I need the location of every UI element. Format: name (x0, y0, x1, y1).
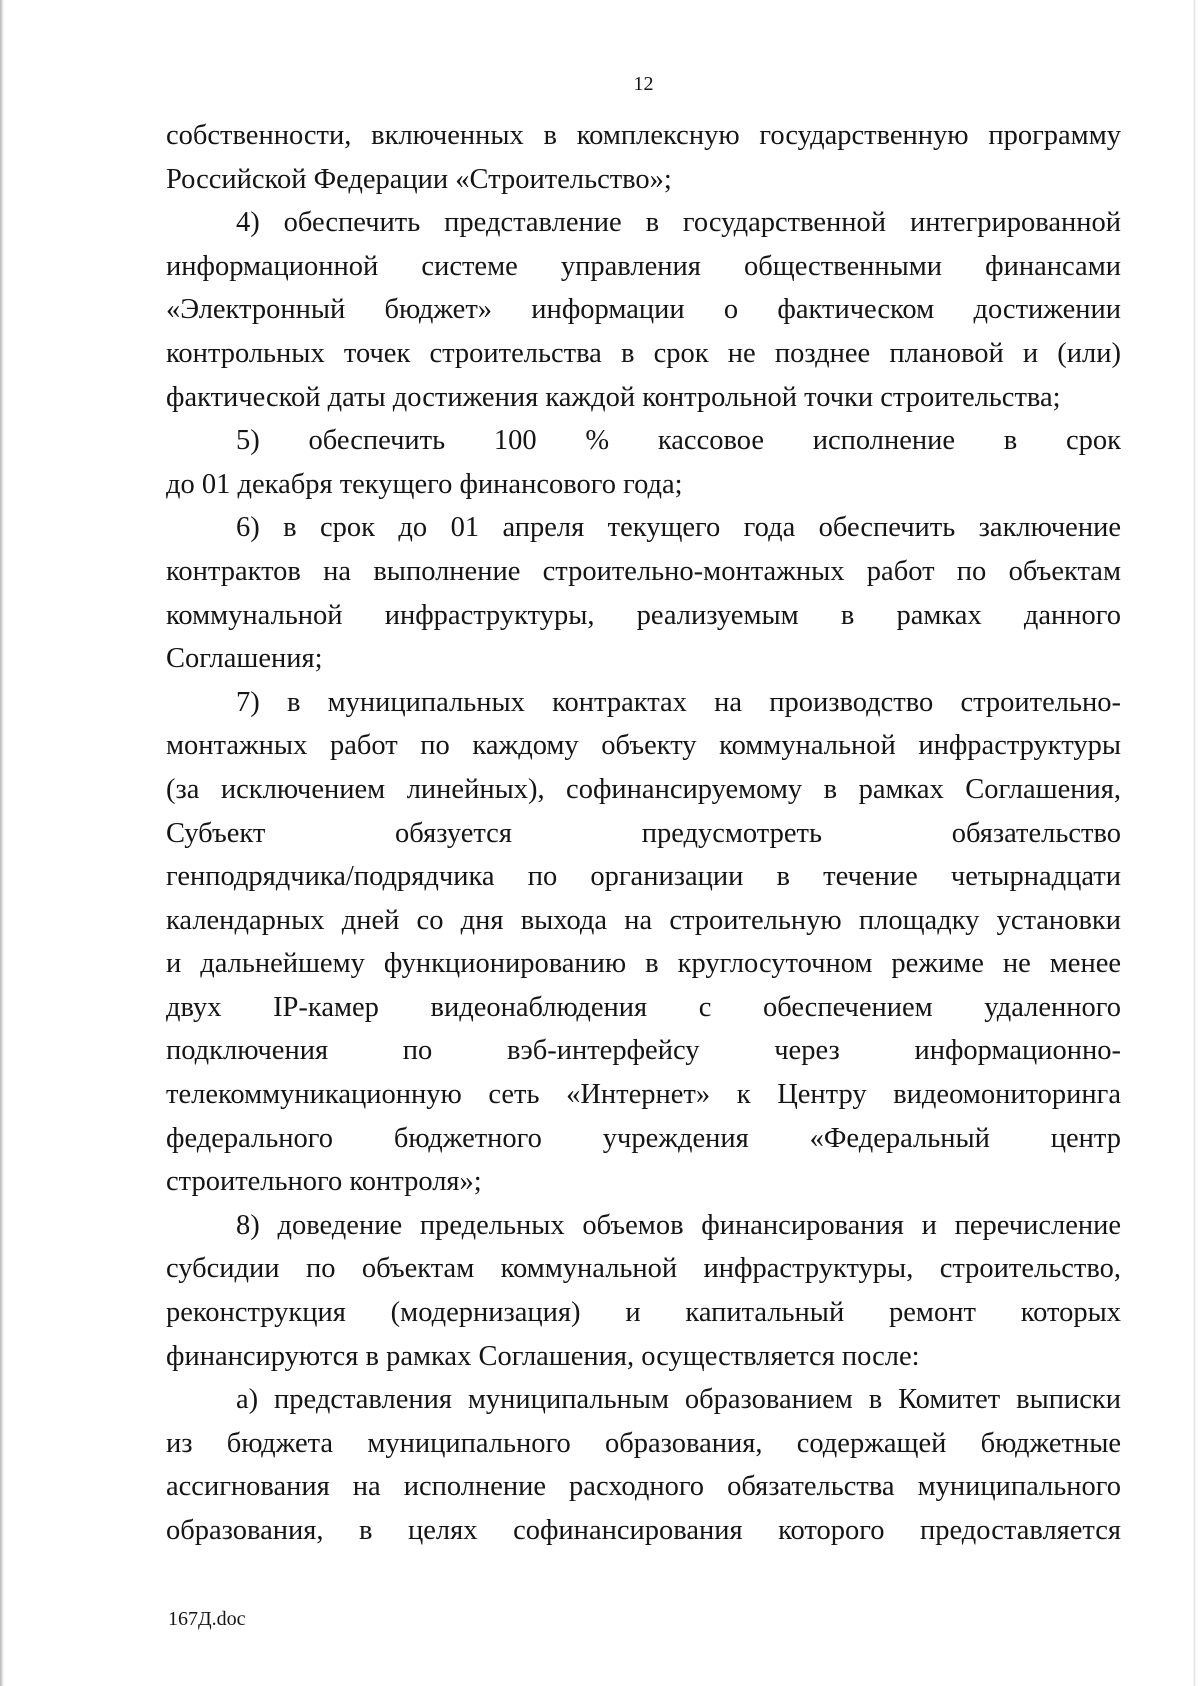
text-line: монтажных работ по каждому объекту коммунальной инфраструктуры (166, 730, 1121, 762)
text-line: образования, в целях софинансирования которого предоставляется (166, 1515, 1121, 1546)
text-line: 8) доведение предельных объемов финансирования и перечисление (236, 1209, 1121, 1241)
text-line: (за исключением линейных), софинансируемому в рамках Соглашения, (166, 773, 1121, 805)
text-line: до 01 декабря текущего финансового года; (166, 468, 683, 500)
paragraph-item-4 (166, 201, 1121, 419)
text-line: Субъект обязуется предусмотреть обязательство (166, 817, 1121, 849)
text-line: субсидии по объектам коммунальной инфраструктуры, строительство, (166, 1253, 1121, 1285)
text-line: фактической даты достижения каждой контрольной точки строительства; (166, 381, 1061, 413)
paragraph-continuation (166, 114, 1121, 201)
text-line: из бюджета муниципального образования, содержащей бюджетные (166, 1427, 1121, 1459)
text-line: телекоммуникационную сеть «Интернет» к Центру видеомониторинга (166, 1079, 1121, 1111)
text-line: Российской Федерации «Строительство»; (166, 163, 672, 195)
paragraph-item-5 (166, 419, 1121, 506)
document-body (166, 114, 1121, 1553)
text-line: собственности, включенных в комплексную государственную программу (166, 120, 1121, 151)
text-line: генподрядчика/подрядчика по организации в течение четырнадцати (166, 861, 1121, 893)
text-line: строительного контроля»; (166, 1166, 482, 1198)
text-line: и дальнейшему функционированию в круглосуточном режиме не менее (166, 948, 1121, 980)
text-line: федерального бюджетного учреждения «Федеральный центр (166, 1122, 1121, 1154)
text-line: реконструкция (модернизация) и капитальный ремонт которых (166, 1297, 1121, 1329)
paragraph-item-7 (166, 681, 1121, 1204)
scan-edge-right (1193, 0, 1196, 1686)
text-line: подключения по вэб-интерфейсу через информационно- (166, 1035, 1121, 1067)
text-line: 4) обеспечить представление в государственной интегрированной (236, 207, 1121, 239)
footer-filename: 167Д.doc (168, 1608, 246, 1630)
paragraph-item-6 (166, 506, 1121, 680)
text-line: календарных дней со дня выхода на строительную площадку установки (166, 904, 1121, 936)
text-line: контрактов на выполнение строительно-монтажных работ по объектам (166, 555, 1121, 587)
page-number: 12 (633, 73, 654, 95)
scan-edge-left (0, 0, 4, 1686)
text-line: ассигнования на исполнение расходного обязательства муниципального (166, 1471, 1121, 1503)
paragraph-subitem-a (166, 1378, 1121, 1552)
text-line: коммунальной инфраструктуры, реализуемым в рамках данного (166, 599, 1121, 631)
text-line: Соглашения; (166, 643, 323, 675)
text-line: «Электронный бюджет» информации о фактическом достижении (166, 294, 1121, 326)
text-line: 5) обеспечить 100 % кассовое исполнение в срок (236, 425, 1121, 457)
paragraph-item-8 (166, 1204, 1121, 1378)
text-line: двух IP-камер видеонаблюдения с обеспечением удаленного (166, 991, 1121, 1023)
text-line: контрольных точек строительства в срок не позднее плановой и (или) (166, 337, 1121, 369)
text-line: информационной системе управления общественными финансами (166, 250, 1121, 282)
text-line: 6) в срок до 01 апреля текущего года обеспечить заключение (236, 512, 1121, 544)
text-line: финансируются в рамках Соглашения, осуществляется после: (166, 1340, 920, 1372)
text-line: а) представления муниципальным образованием в Комитет выписки (236, 1384, 1121, 1416)
text-line: 7) в муниципальных контрактах на производство строительно- (236, 686, 1121, 718)
